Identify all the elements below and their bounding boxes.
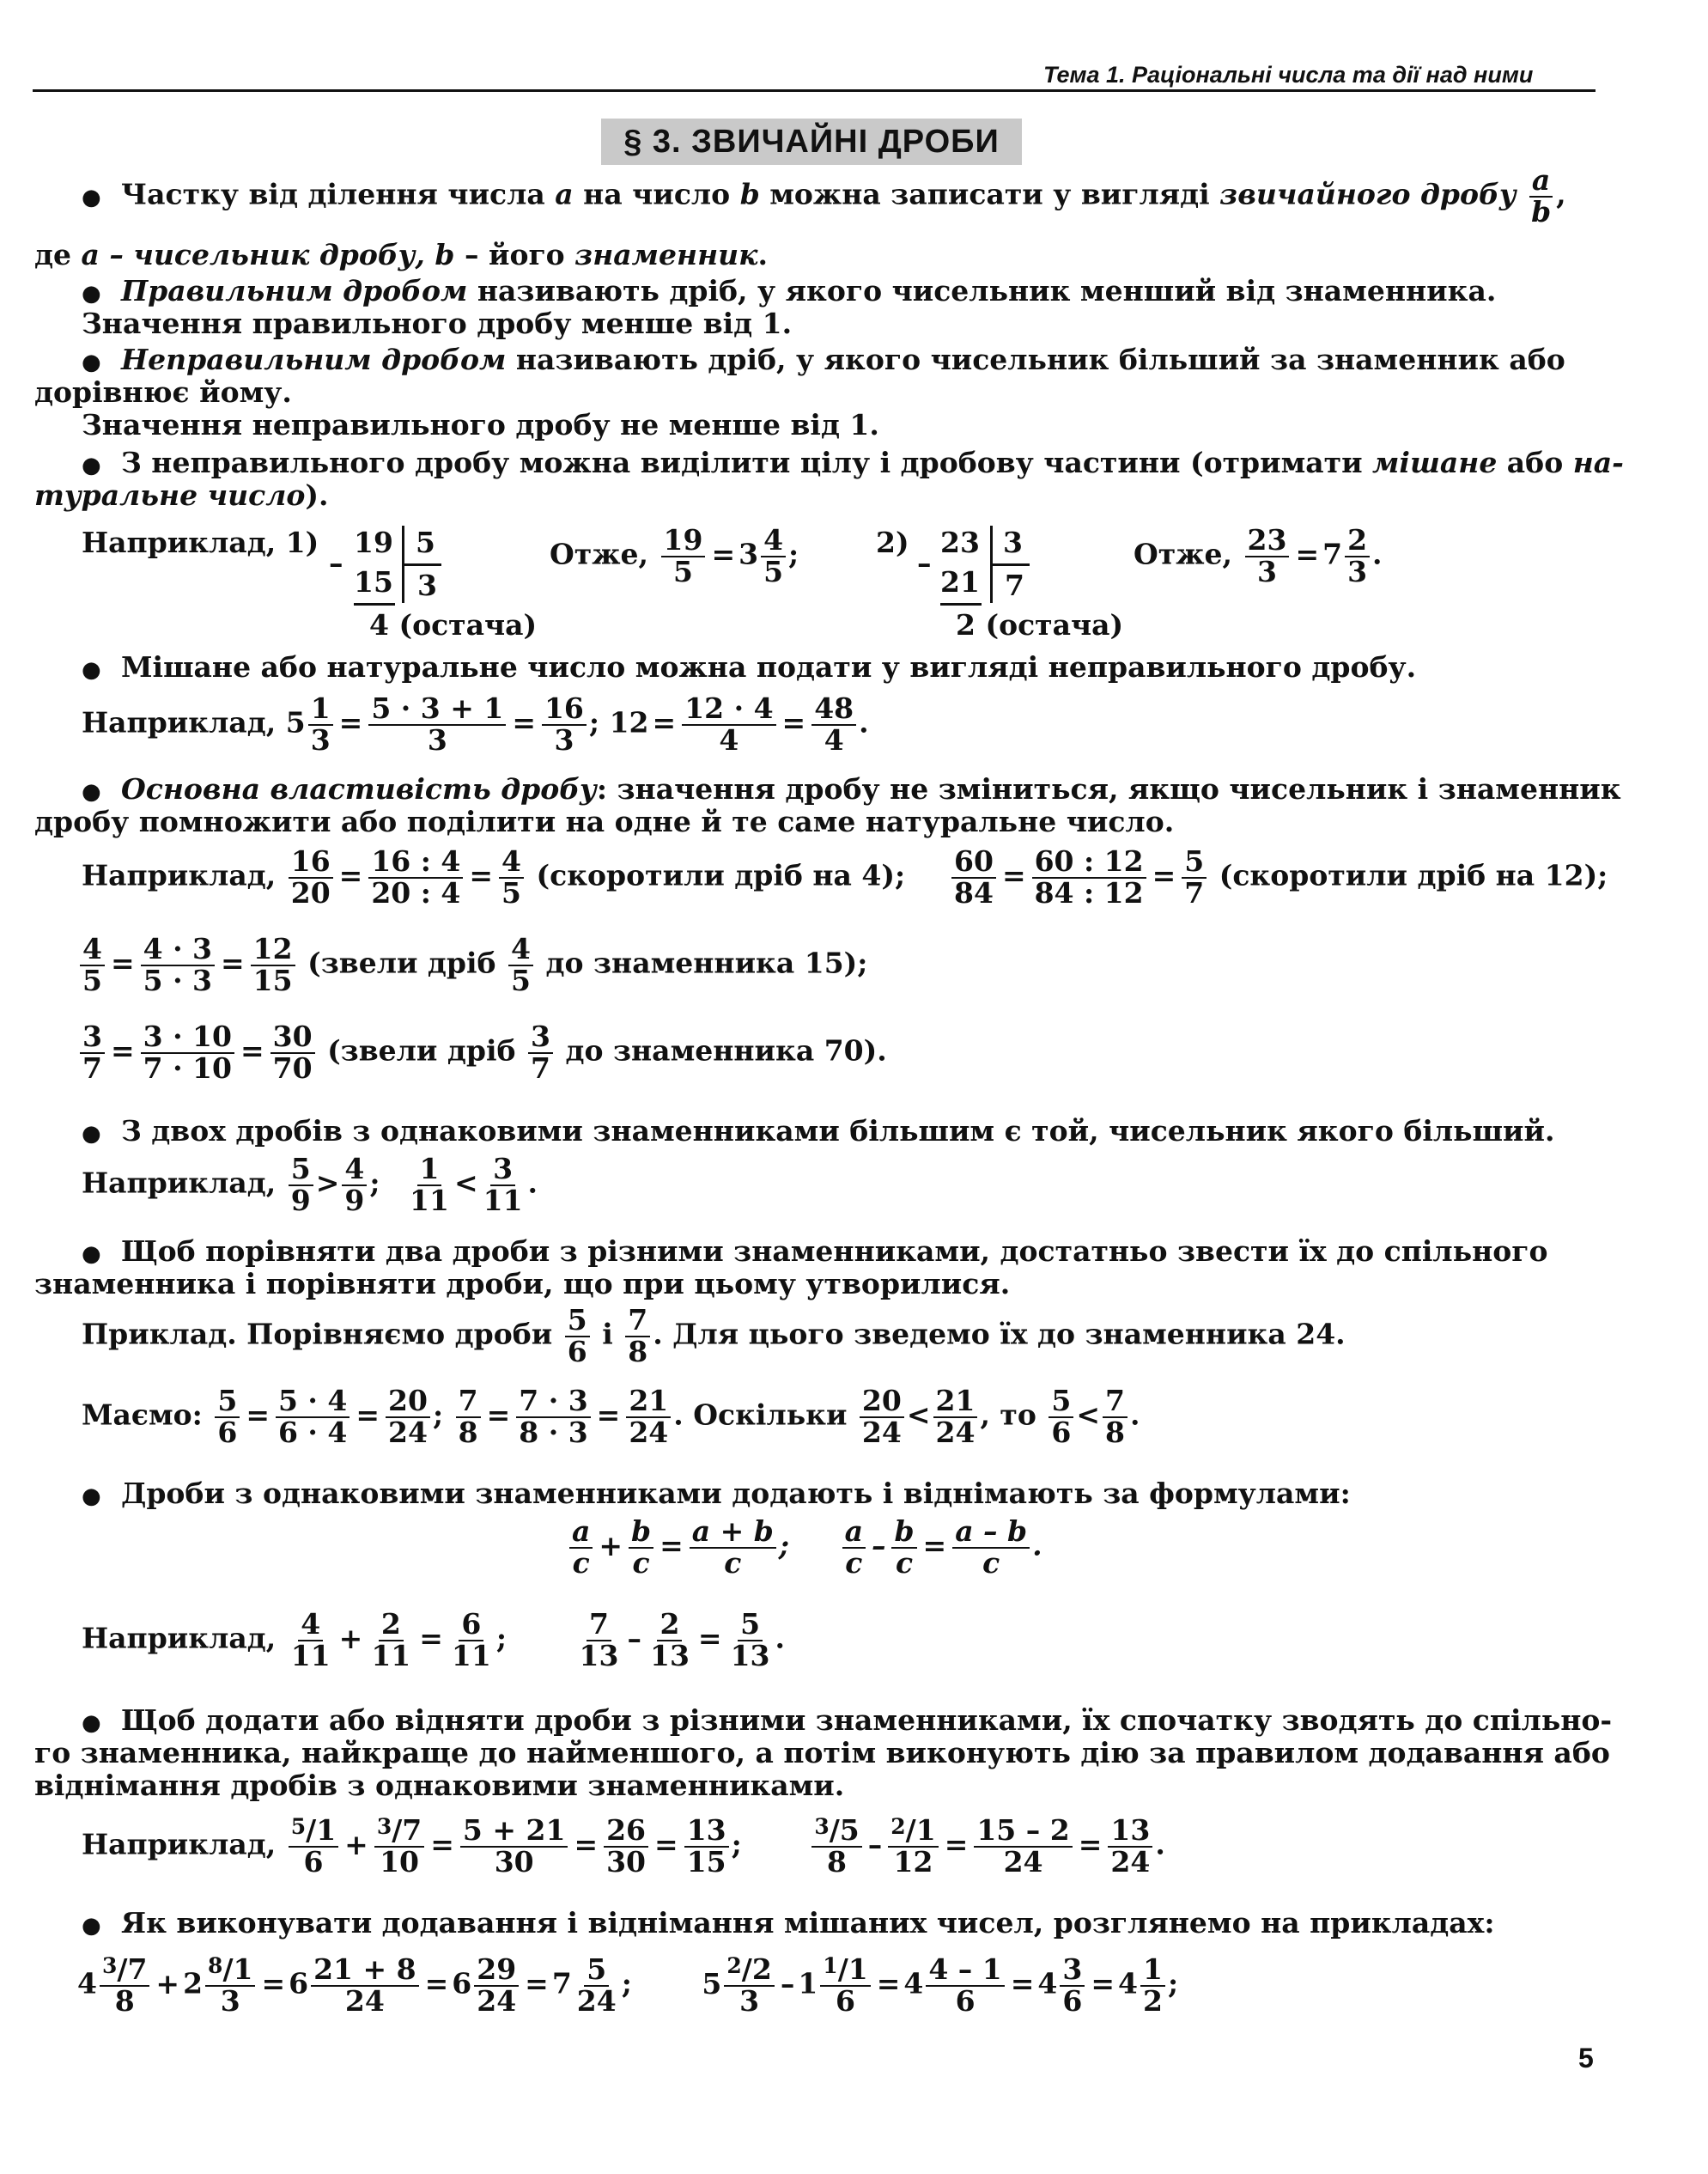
- bullet-icon: ●: [82, 779, 101, 805]
- example-mixed-to-improper: Наприклад, 5 $\frac{1}{3}$ = $\frac{5 \cdot 3 + 1}{3}$ = $\frac{16}{3}$ ; 12 = $\frac{12 \cdot 4}{4}$ = $\frac{48}{4}$ .: [82, 691, 869, 757]
- bullet-icon: ●: [82, 350, 101, 375]
- bullet-icon: ●: [82, 453, 101, 478]
- add-different-line3: віднімання дробів з однаковими знаменниками.: [34, 1769, 845, 1802]
- paragraph-mixed-numbers-operations: ● Як виконувати додавання і віднімання мішаних чисел, розглянемо на прикладах:: [82, 1906, 1495, 1940]
- example-compare-same-denominator: Наприклад, $\frac{5}{9}$ > $\frac{4}{9}$ ; $\frac{1}{11}$ < $\frac{3}{11}$ .: [82, 1152, 538, 1217]
- paragraph-add-same-denominator: ● Дроби з однаковими знаменниками додають і віднімають за формулами:: [82, 1477, 1351, 1510]
- proper-fraction-value: Значення правильного дробу менше від 1.: [82, 307, 793, 340]
- paragraph-add-different-denominators: ● Щоб додати або відняти дроби з різними знаменниками, їх спочатку зводять до спільно-: [82, 1703, 1613, 1737]
- textbook-page: Тема 1. Раціональні числа та дії над ними § 3. ЗВИЧАЙНІ ДРОБИ ● Частку від ділення числа a на число b можна записати у вигляді звичайного дробу $\frac{a}{b}$ , де a – чисельник дробу, b – його знаменник. ● Правильним дробом називають дріб, у якого чисельник менший від знаменника. Значення правильного дробу менше від 1. ● Неправильним дробом називають дріб, у якого чисельник більший за знаменник або дорівнює йому. Значення неправильного дробу не менше від 1. ● З неправильного дробу можна виділити цілу і дробову частини (отримати мішане або на- туральне число). Наприклад, 1) 19 – 5 15 3 4 (остача) Отже, $\frac{19}{5}$ = 3 $\frac{4}{5}$ ; 2) 23 – 3 21 7 2 (остача) Отже, $\frac{23}{3}$ = 7 $\frac{2}{3}$ . ● Мішане або натуральне число можна подати у вигляді неправильного дробу. Наприклад, 5 $\frac{1}{3}$ = $\frac{5 \cdot 3 + 1}{3}$ = $\frac{16}{3}$ ; 12 = $\frac{12 \cdot 4}{4}$ = $\frac{48}{4}$ . ● Основна властивість дробу: значення дробу не зміниться, якщо чисельник і знаменник дробу помножити або поділити на одне й те саме натуральне число. Наприклад, $\frac{16}{20}$ = $\frac{16 : 4}{20 : 4}$ = $\frac{4}{5}$ (скоротили дріб на 4); $\frac{60}{84}$ = $\frac{60 : 12}{84 : 12}$ = $\frac{5}{7}$ (скоротили дріб на 12); $\frac{4}{5}$ = $\frac{4 \cdot 3}{5 \cdot 3}$ = $\frac{12}{15}$ (звели дріб $\frac{4}{5}$ до знаменника 15); $\frac{3}{7}$ = $\frac{3 \cdot 10}{7 \cdot 10}$ = $\frac{30}{70}$ (звели дріб $\frac{3}{7}$ до знаменника 70). ● З двох дробів з однаковими знаменниками більшим є той, чисельник якого більший. Наприклад, $\frac{5}{9}$ > $\frac{4}{9}$ ; $\frac{1}{11}$ < $\frac{3}{11}$ . ● Щоб порівняти два дроби з різними знаменниками, достатньо звести їх до спільного знаменника і порівняти дроби, що при цьому утворилися. Приклад. Порівняємо дроби $\frac{5}{6}$ і $\frac{7}{8}$ . Для цього зведемо їх до знаменника 24. Маємо: $\frac{5}{6}$ = $\frac{5 \cdot 4}{6 \cdot 4}$ = $\frac{20}{24}$ ; $\frac{7}{8}$ = $\frac{7 \cdot 3}{8 \cdot 3}$ = $\frac{21}{24}$ . Оскільки $\frac{20}{24}$ < $\frac{21}{24}$ , то $\frac{5}{6}$ < $\frac{7}{8}$ . ● Дроби з однаковими знаменниками додають і віднімають за формулами: $\frac{a}{c}$ + $\frac{b}{c}$ = $\frac{a + b}{c}$ ; $\frac{a}{c}$ – $\frac{b}{c}$ = $\frac{a - b}{c}$ . Наприклад, $\frac{4}{11}$ + $\frac{2}{11}$ = $\frac{6}{11}$ ; $\frac{7}{13}$ – $\frac{2}{13}$ = $\frac{5}{13}$ . ● Щоб додати або відняти дроби з різними знаменниками, їх спочатку зводять до спільно- го знаменника, найкраще до найменшого, а потім виконують дію за правилом додавання або віднімання дробів з однаковими знаменниками. Наприклад, $\frac{^5/1}{6}$ + $\frac{^3/7}{10}$ = $\frac{5 + 21}{30}$ = $\frac{26}{30}$ = $\frac{13}{15}$ ; $\frac{^3/5}{8}$ – $\frac{^2/1}{12}$ = $\frac{15 - 2}{24}$ = $\frac{13}{24}$ . ● Як виконувати додавання і віднімання мішаних чисел, розглянемо на прикладах: 4 $\frac{^3/7}{8}$ + 2 $\frac{^8/1}{3}$ = 6 $\frac{21 + 8}{24}$ = 6 $\frac{29}{24}$ = 7 $\frac{5}{24}$ ; 5 $\frac{^2/2}{3}$ – 1 $\frac{^1/1}{6}$ = 4 $\frac{4 - 1}{6}$ = 4 $\frac{3}{6}$ = 4 $\frac{1}{2}$ ; 5: [34, 62, 1624, 2074]
- example-mixed-numbers: 4 $\frac{^3/7}{8}$ + 2 $\frac{^8/1}{3}$ = 6 $\frac{21 + 8}{24}$ = 6 $\frac{29}{24}$ = 7 $\frac{5}{24}$ ; 5 $\frac{^2/2}{3}$ – 1 $\frac{^1/1}{6}$ = 4 $\frac{4 - 1}{6}$ = 4 $\frac{3}{6}$ = 4 $\frac{1}{2}$ ;: [77, 1952, 1179, 2018]
- compare-different-line2: знаменника і порівняти дроби, що при цьому утворилися.: [34, 1267, 1011, 1300]
- add-different-line2: го знаменника, найкраще до найменшого, а потім виконують дію за правилом додавання або: [34, 1736, 1610, 1769]
- bullet-icon: ●: [82, 1913, 101, 1939]
- bullet-icon: ●: [82, 281, 101, 307]
- fraction-a-over-b: $\frac{a}{b}$: [1529, 166, 1553, 227]
- example-compare-different-solution: Маємо: $\frac{5}{6}$ = $\frac{5 \cdot 4}{6 \cdot 4}$ = $\frac{20}{24}$ ; $\frac{7}{8}$ = $\frac{7 \cdot 3}{8 \cdot 3}$ = $\frac{21}{24}$ . Оскільки $\frac{20}{24}$ < $\frac{21}{24}$ , то $\frac{5}{6}$ < $\frac{7}{8}$ .: [82, 1384, 1140, 1449]
- paragraph-compare-same-denominator: ● З двох дробів з однаковими знаменниками більшим є той, чисельник якого більший.: [82, 1114, 1555, 1148]
- paragraph-compare-different-denominators: ● Щоб порівняти два дроби з різними знаменниками, достатньо звести їх до спільного: [82, 1234, 1548, 1268]
- improper-fraction-value: Значення неправильного дробу не менше від 1.: [82, 408, 879, 441]
- bullet-icon: ●: [82, 1121, 101, 1147]
- paragraph-proper-fraction: ● Правильним дробом називають дріб, у якого чисельник менший від знаменника.: [82, 274, 1497, 308]
- example-expand-fraction-15: $\frac{4}{5}$ = $\frac{4 \cdot 3}{5 \cdot 3}$ = $\frac{12}{15}$ (звели дріб $\frac{4}{5}$ до знаменника 15);: [77, 935, 867, 996]
- formula-add-subtract: $\frac{a}{c}$ + $\frac{b}{c}$ = $\frac{a + b}{c}$ ; $\frac{a}{c}$ – $\frac{b}{c}$ = $\frac{a - b}{c}$ .: [567, 1517, 1042, 1578]
- example-add-same-denominator: Наприклад, $\frac{4}{11}$ + $\frac{2}{11}$ = $\frac{6}{11}$ ; $\frac{7}{13}$ – $\frac{2}{13}$ = $\frac{5}{13}$ .: [82, 1607, 786, 1672]
- paragraph-mixed-to-improper: ● Мішане або натуральне число можна подати у вигляді неправильного дробу.: [82, 650, 1417, 684]
- paragraph-improper-fraction: ● Неправильним дробом називають дріб, у якого чисельник більший за знаменник або: [82, 343, 1565, 376]
- example-reduce-fractions: Наприклад, $\frac{16}{20}$ = $\frac{16 : 4}{20 : 4}$ = $\frac{4}{5}$ (скоротили дріб на 4);: [82, 844, 906, 910]
- paragraph-definition-line2: де a – чисельник дробу, b – його знаменник.: [34, 238, 768, 271]
- improper-fraction-line2: дорівнює йому.: [34, 375, 292, 409]
- section-title: § 3. ЗВИЧАЙНІ ДРОБИ: [601, 119, 1022, 165]
- paragraph-mixed-number: ● З неправильного дробу можна виділити цілу і дробову частини (отримати мішане або на-: [82, 446, 1624, 479]
- header-rule: [33, 89, 1596, 92]
- bullet-icon: ●: [82, 1710, 101, 1736]
- bullet-icon: ●: [82, 1241, 101, 1267]
- bullet-icon: ●: [82, 1483, 101, 1509]
- running-header: Тема 1. Раціональні числа та дії над ними: [1043, 62, 1534, 88]
- bullet-icon: ●: [82, 657, 101, 683]
- bullet-icon: ●: [82, 184, 101, 210]
- example-expand-fraction-70: $\frac{3}{7}$ = $\frac{3 \cdot 10}{7 \cdot 10}$ = $\frac{30}{70}$ (звели дріб $\frac{3}{7}$ до знаменника 70).: [77, 1022, 887, 1083]
- page-number: 5: [1578, 2043, 1594, 2074]
- main-property-line2: дробу помножити або поділити на одне й те саме натуральне число.: [34, 805, 1175, 838]
- example-reduce-fractions-2: $\frac{60}{84}$ = $\frac{60 : 12}{84 : 12}$ = $\frac{5}{7}$ (скоротили дріб на 12);: [949, 847, 1608, 908]
- paragraph-main-property: ● Основна властивість дробу: значення дробу не зміниться, якщо чисельник і знаменник: [82, 772, 1621, 806]
- example-compare-different: Приклад. Порівняємо дроби $\frac{5}{6}$ і $\frac{7}{8}$ . Для цього зведемо їх до знаменника 24.: [82, 1303, 1346, 1368]
- paragraph-mixed-number-line2: туральне число).: [34, 478, 329, 512]
- example-add-different-denominators: Наприклад, $\frac{^5/1}{6}$ + $\frac{^3/7}{10}$ = $\frac{5 + 21}{30}$ = $\frac{26}{30}$ = $\frac{13}{15}$ ; $\frac{^3/5}{8}$ – $\frac{^2/1}{12}$ = $\frac{15 - 2}{24}$ = $\frac{13}{24}$ .: [82, 1813, 1165, 1879]
- paragraph-definition: ● Частку від ділення числа a на число b можна записати у вигляді звичайного дробу $\frac{a}{b}$ ,: [82, 163, 1566, 228]
